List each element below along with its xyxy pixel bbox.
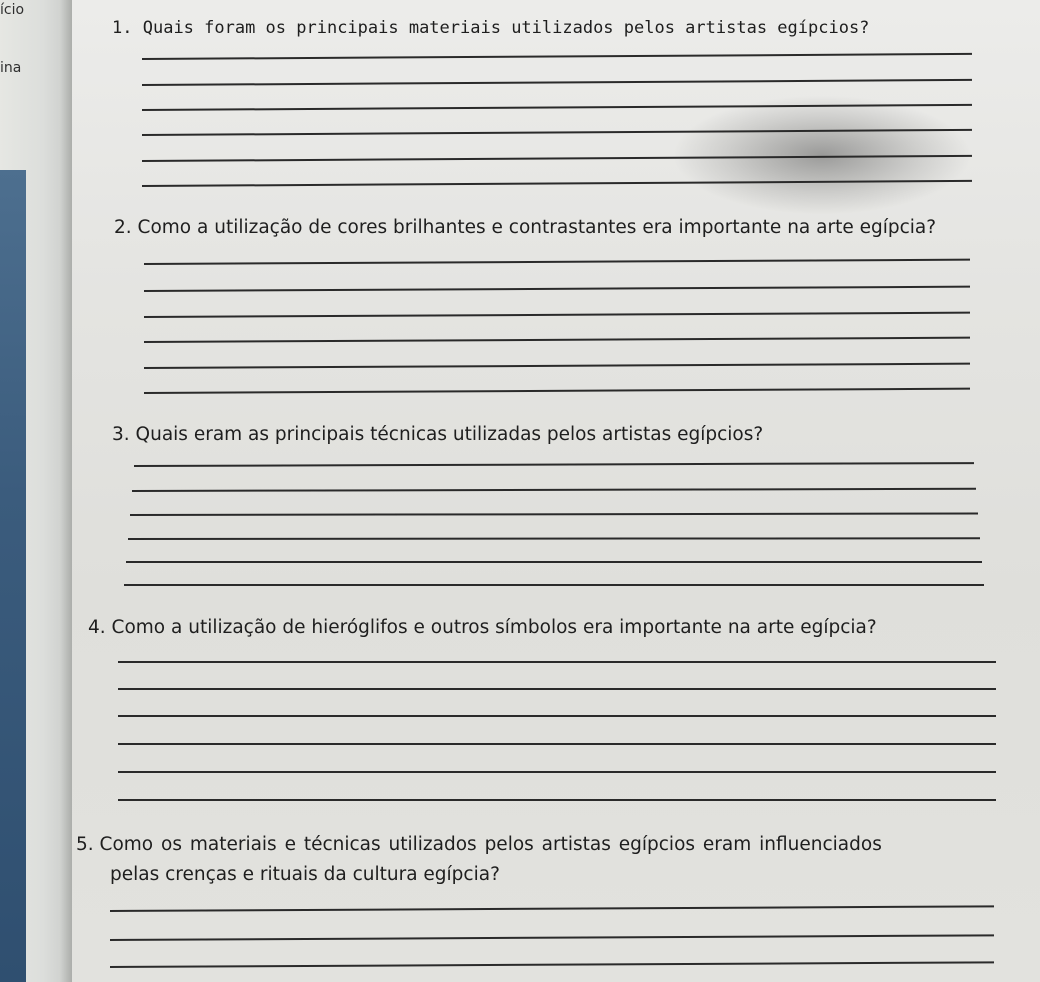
answer-line-q3-6[interactable] [124, 584, 984, 586]
question-3 [112, 424, 763, 445]
answer-line-q2-1[interactable] [144, 259, 970, 265]
answer-line-q1-1[interactable] [142, 53, 972, 60]
question-1-number: 1. [112, 18, 133, 38]
answer-line-q4-5[interactable] [118, 771, 996, 773]
answer-line-q5-3[interactable] [110, 961, 994, 967]
answer-line-q3-2[interactable] [132, 488, 976, 492]
answer-line-q4-6[interactable] [118, 799, 996, 801]
question-2-number: 2. [114, 217, 132, 238]
answer-line-q4-4[interactable] [118, 743, 996, 745]
answer-line-q3-1[interactable] [134, 462, 974, 466]
question-5-text: Como os materiais e técnicas utilizados pelos artistas egípcios eram influenciados [99, 834, 882, 855]
answer-line-q4-3[interactable] [118, 715, 996, 717]
worksheet-page [72, 0, 1040, 982]
answer-line-q2-3[interactable] [144, 312, 970, 318]
question-1-text: Quais foram os principais materiais utilizados pelos artistas egípcios? [142, 18, 870, 38]
answer-line-q2-4[interactable] [144, 337, 970, 343]
adjacent-page-text-2: ina [0, 60, 22, 76]
answer-line-q5-2[interactable] [110, 934, 994, 940]
answer-line-q2-6[interactable] [144, 388, 970, 394]
answer-line-q2-5[interactable] [144, 363, 970, 369]
answer-line-q5-1[interactable] [110, 905, 994, 911]
question-5 [76, 834, 882, 855]
page-fold-shadow [60, 0, 72, 982]
answer-line-q2-2[interactable] [144, 286, 970, 292]
question-3-text: Quais eram as principais técnicas utilizadas pelos artistas egípcios? [135, 424, 764, 445]
question-2 [114, 217, 936, 238]
question-4-text: Como a utilização de hieróglifos e outros símbolos era importante na arte egípcia? [111, 617, 877, 638]
question-1 [112, 18, 869, 38]
question-4-number: 4. [88, 617, 106, 638]
answer-line-q4-1[interactable] [118, 661, 996, 663]
notebook-cover [0, 170, 26, 982]
question-3-number: 3. [112, 424, 130, 445]
question-4 [88, 617, 877, 638]
answer-line-q3-3[interactable] [130, 513, 978, 516]
question-5-text-line2: pelas crenças e rituais da cultura egípcia? [110, 864, 500, 885]
question-5-line2 [110, 864, 500, 885]
answer-line-q1-2[interactable] [142, 79, 972, 86]
question-2-text: Como a utilização de cores brilhantes e contrastantes era importante na arte egípcia? [137, 217, 937, 238]
answer-line-q3-5[interactable] [126, 561, 982, 563]
question-5-number: 5. [76, 834, 94, 855]
answer-line-q4-2[interactable] [118, 688, 996, 690]
answer-line-q3-4[interactable] [128, 537, 980, 539]
adjacent-page-text-1: ício [0, 2, 25, 18]
adjacent-page [0, 0, 72, 982]
